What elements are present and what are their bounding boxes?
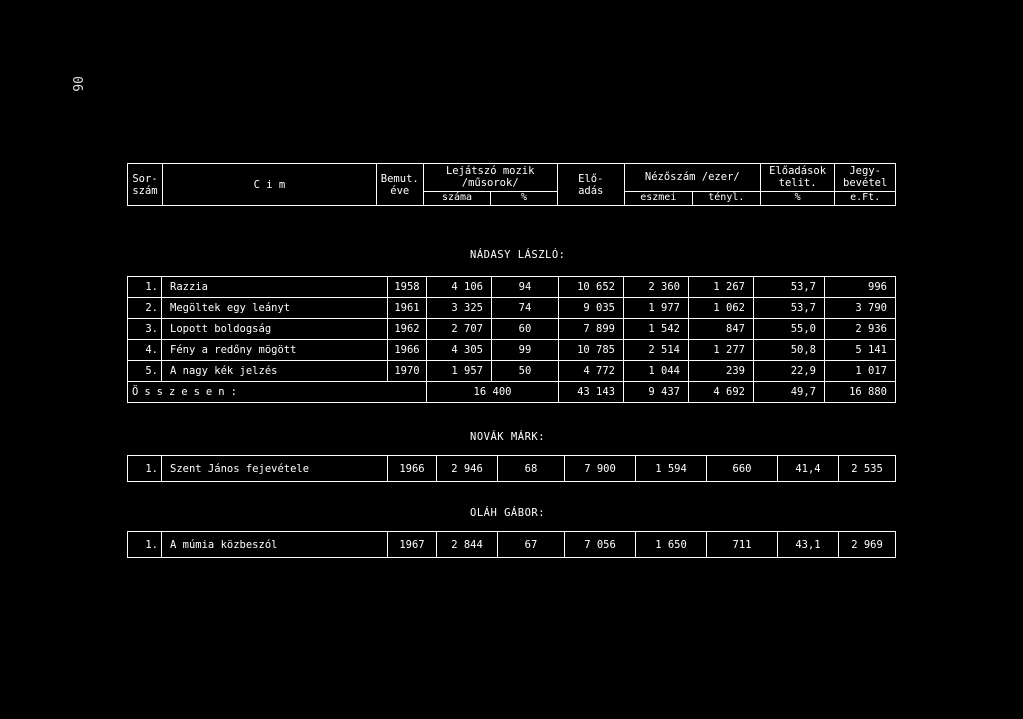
- year: 1962: [388, 319, 427, 340]
- row-index: 5.: [128, 361, 162, 382]
- shows: 10 652: [559, 277, 624, 298]
- header-eszmei: eszmei: [624, 191, 692, 205]
- revenue: 5 141: [825, 340, 896, 361]
- table-row: [128, 456, 896, 482]
- cinemas: 2 844: [437, 532, 498, 558]
- cinemas: 2 707: [427, 319, 492, 340]
- cinemas-pct: 60: [492, 319, 559, 340]
- row-index: 4.: [128, 340, 162, 361]
- cinemas-pct: 50: [492, 361, 559, 382]
- film-title: Megöltek egy leányt: [162, 298, 388, 319]
- table-row: [128, 340, 896, 361]
- shows: 9 035: [559, 298, 624, 319]
- row-index: 1.: [128, 532, 162, 558]
- fill-rate: 22,9: [754, 361, 825, 382]
- header-bemut: Bemut. éve: [376, 164, 423, 206]
- fill-rate: 50,8: [754, 340, 825, 361]
- viewers-actual: 1 277: [689, 340, 754, 361]
- cinemas: 4 106: [427, 277, 492, 298]
- year: 1970: [388, 361, 427, 382]
- shows: 7 900: [565, 456, 636, 482]
- shows: 7 899: [559, 319, 624, 340]
- cinemas: 2 946: [437, 456, 498, 482]
- header-sor: Sor- szám: [128, 164, 163, 206]
- header-lejatszo-pct: %: [491, 191, 557, 205]
- film-title: Szent János fejevétele: [162, 456, 388, 482]
- row-index: 2.: [128, 298, 162, 319]
- viewers-actual: 1 062: [689, 298, 754, 319]
- total-fill-rate: 49,7: [754, 382, 825, 403]
- film-title: A nagy kék jelzés: [162, 361, 388, 382]
- header-jegy: Jegy- bevétel: [835, 164, 896, 192]
- cinemas-pct: 99: [492, 340, 559, 361]
- total-shows: 43 143: [559, 382, 624, 403]
- header-cim: C i m: [162, 164, 376, 206]
- film-title: Fény a redőny mögött: [162, 340, 388, 361]
- revenue: 2 936: [825, 319, 896, 340]
- fill-rate: 53,7: [754, 277, 825, 298]
- director-heading: NÁDASY LÁSZLÓ:: [470, 249, 566, 261]
- data-table: [127, 276, 896, 403]
- revenue: 996: [825, 277, 896, 298]
- film-title: A múmia közbeszól: [162, 532, 388, 558]
- data-table: [127, 455, 896, 482]
- header-nezoszam: Nézőszám /ezer/: [624, 164, 760, 192]
- cinemas-pct: 94: [492, 277, 559, 298]
- total-viewers-ideal: 9 437: [624, 382, 689, 403]
- revenue: 1 017: [825, 361, 896, 382]
- director-heading: NOVÁK MÁRK:: [470, 431, 546, 443]
- cinemas: 1 957: [427, 361, 492, 382]
- total-viewers-actual: 4 692: [689, 382, 754, 403]
- fill-rate: 55,0: [754, 319, 825, 340]
- data-table: [127, 531, 896, 558]
- fill-rate: 43,1: [778, 532, 839, 558]
- total-row: [128, 382, 896, 403]
- total-revenue: 16 880: [825, 382, 896, 403]
- viewers-ideal: 1 977: [624, 298, 689, 319]
- header-lejatszo-szama: száma: [423, 191, 491, 205]
- year: 1966: [388, 340, 427, 361]
- row-index: 3.: [128, 319, 162, 340]
- header-eloadasok: Előadások telit.: [760, 164, 834, 192]
- cinemas: 4 305: [427, 340, 492, 361]
- viewers-actual: 660: [707, 456, 778, 482]
- revenue: 3 790: [825, 298, 896, 319]
- viewers-actual: 711: [707, 532, 778, 558]
- fill-rate: 41,4: [778, 456, 839, 482]
- viewers-ideal: 1 594: [636, 456, 707, 482]
- table-row: [128, 319, 896, 340]
- viewers-ideal: 1 542: [624, 319, 689, 340]
- header-jegy-unit: e.Ft.: [835, 191, 896, 205]
- total-label: Összesen:: [128, 382, 427, 403]
- film-title: Razzia: [162, 277, 388, 298]
- fill-rate: 53,7: [754, 298, 825, 319]
- header-eloadas: Elő- adás: [557, 164, 624, 206]
- year: 1966: [388, 456, 437, 482]
- cinemas-pct: 74: [492, 298, 559, 319]
- revenue: 2 969: [839, 532, 896, 558]
- header-tenyl: tényl.: [692, 191, 760, 205]
- header-eloadasok-pct: %: [760, 191, 834, 205]
- cinemas: 3 325: [427, 298, 492, 319]
- viewers-ideal: 2 360: [624, 277, 689, 298]
- viewers-ideal: 2 514: [624, 340, 689, 361]
- viewers-actual: 847: [689, 319, 754, 340]
- table-row: [128, 298, 896, 319]
- viewers-actual: 1 267: [689, 277, 754, 298]
- viewers-ideal: 1 044: [624, 361, 689, 382]
- film-title: Lopott boldogság: [162, 319, 388, 340]
- director-heading: OLÁH GÁBOR:: [470, 507, 546, 519]
- shows: 7 056: [565, 532, 636, 558]
- table-row: [128, 361, 896, 382]
- viewers-actual: 239: [689, 361, 754, 382]
- table-row: [128, 277, 896, 298]
- header-lejatszo: Lejátszó mozik /műsorok/: [423, 164, 557, 192]
- header-table: [127, 163, 896, 206]
- table-row: [128, 532, 896, 558]
- year: 1961: [388, 298, 427, 319]
- total-cinemas: 16 400: [427, 382, 559, 403]
- row-index: 1.: [128, 456, 162, 482]
- viewers-ideal: 1 650: [636, 532, 707, 558]
- year: 1958: [388, 277, 427, 298]
- row-index: 1.: [128, 277, 162, 298]
- page-number: 06: [69, 76, 84, 92]
- shows: 4 772: [559, 361, 624, 382]
- revenue: 2 535: [839, 456, 896, 482]
- cinemas-pct: 68: [498, 456, 565, 482]
- year: 1967: [388, 532, 437, 558]
- shows: 10 785: [559, 340, 624, 361]
- cinemas-pct: 67: [498, 532, 565, 558]
